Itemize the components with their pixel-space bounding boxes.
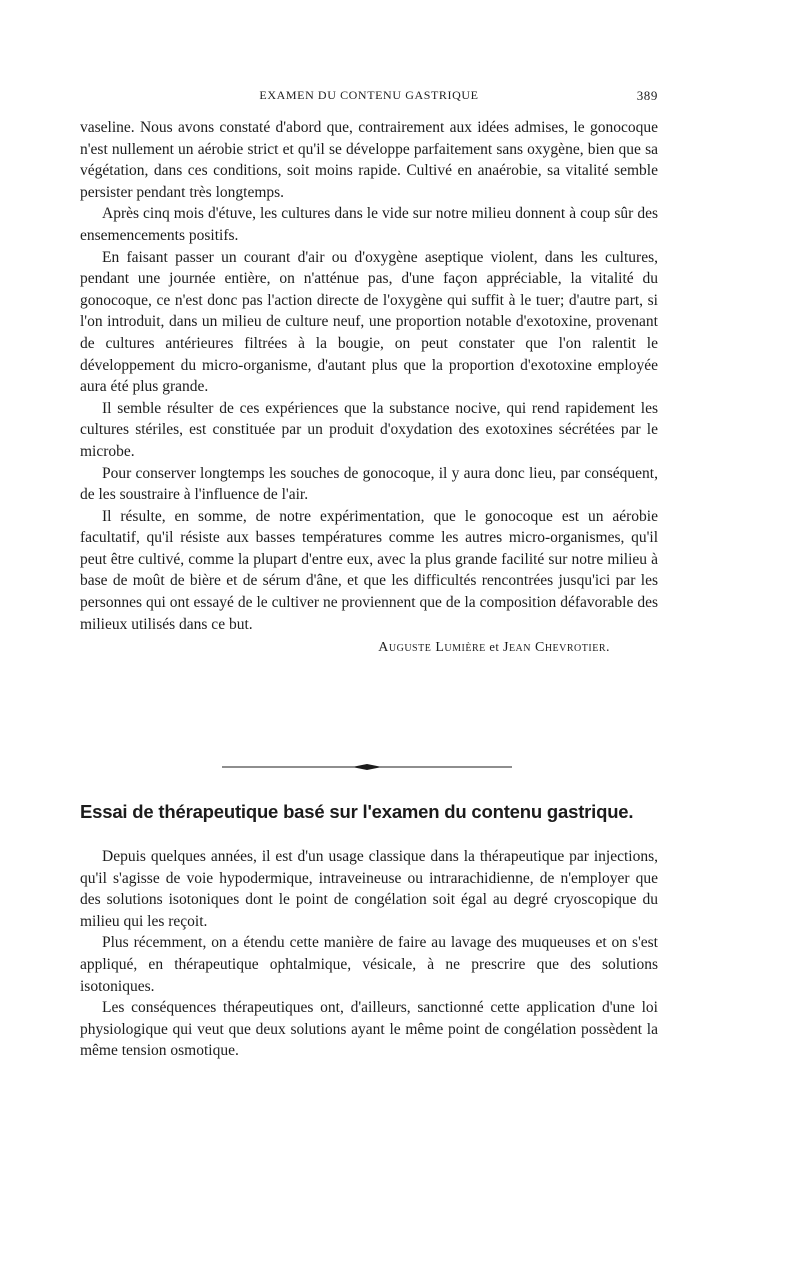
paragraph: En faisant passer un courant d'air ou d'oxygène aseptique violent, dans les cultures, pendant une journée entière, on n'atténue pas, d'une façon appréciable, la vitalité du gonocoque, ce n'est donc pas l'action directe de l'oxygène qui suffit à le tuer; d'autre part, si l'on introduit, dans un milieu de culture neuf, une proportion notable d'exotoxine, provenant de cultures antérieures filtrées à la bougie, on peut constater que l'on ralentit le développement du micro-organisme, d'autant plus que la proportion d'exotoxine employée aura été plus grande. <box>80 248 658 396</box>
section-title: Essai de thérapeutique basé sur l'examen du contenu gastrique. <box>80 801 634 822</box>
paragraph: Il résulte, en somme, de notre expérimentation, que le gonocoque est un aérobie facultatif, qu'il résiste aux basses températures comme les autres micro-organismes, qu'il peut être cultivé, comme la plupart d'entre eux, avec la plus grande facilité sur notre milieu à base de moût de bière et de sérum d'âne, et que les difficultés rencontrées jusqu'ici par les personnes qui ont essayé de le cultiver ne proviennent que de la composition défavorable des milieux utilisés dans ce but. <box>80 507 658 633</box>
paragraph: Il semble résulter de ces expériences que la substance nocive, qui rend rapidement les cultures stériles, est constituée par un produit d'oxydation des exotoxines sécrétées par le microbe. <box>80 399 658 460</box>
author-name: Auguste Lumière <box>378 640 486 656</box>
running-head <box>80 88 658 108</box>
section-body <box>80 846 658 1062</box>
paragraph: Plus récemment, on a étendu cette manière de faire au lavage des muqueuses et on s'est appliqué, en thérapeutique ophtalmique, vésicale, à ne prescrire que des solutions isotoniques. <box>80 934 658 995</box>
paragraph: Après cinq mois d'étuve, les cultures dans le vide sur notre milieu donnent à coup sûr des ensemencements positifs. <box>80 205 658 244</box>
paragraph: Pour conserver longtemps les souches de gonocoque, il y aura donc lieu, par conséquent, de les soustraire à l'influence de l'air. <box>80 464 658 504</box>
ornament-rule-icon <box>222 762 512 772</box>
paragraph: Depuis quelques années, il est d'un usage classique dans la thérapeutique par injections, qu'il s'agisse de voie hypodermique, intraveineuse ou intrarachidienne, de n'employer que des solutions isotoniques dont le point de congélation soit égal au degré cryoscopique du milieu qui les reçoit. <box>80 848 658 930</box>
running-title: EXAMEN DU CONTENU GASTRIQUE <box>259 88 479 102</box>
page-number: 389 <box>636 88 658 103</box>
paragraph-continuation: vaseline. Nous avons constaté d'abord que, contrairement aux idées admises, le gonocoque n'est nullement un aérobie strict et qu'il se développe parfaitement sans oxygène, bien que sa végétation, dans ces conditions, soit moins rapide. Cultivé en anaérobie, sa vitalité semble persister pendant très longtemps. <box>80 119 658 201</box>
author-conjunction: et <box>489 640 500 655</box>
article-body <box>80 117 658 659</box>
section-divider <box>222 762 512 772</box>
author-signature <box>80 637 658 659</box>
author-name: Jean Chevrotier. <box>503 640 610 656</box>
paragraph: Les conséquences thérapeutiques ont, d'ailleurs, sanctionné cette application d'une loi physiologique qui veut que deux solutions ayant le même point de congélation possèdent la même tension osmotique. <box>80 999 658 1060</box>
